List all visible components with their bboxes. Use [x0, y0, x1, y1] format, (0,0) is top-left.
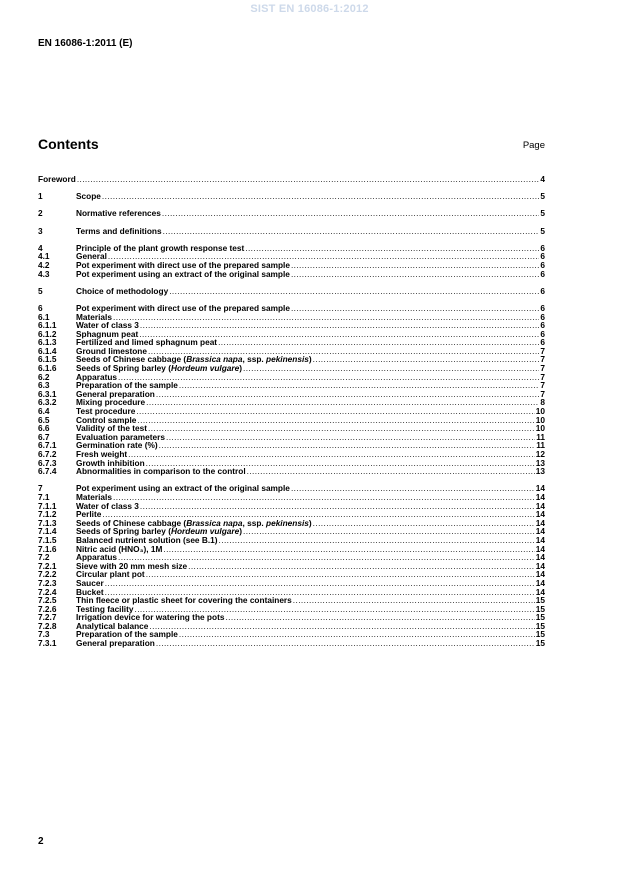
toc-entry-title: Materials — [76, 491, 112, 502]
toc-entry-number: 6.7 — [38, 431, 50, 442]
toc-entry-title: Water of class 3 — [76, 500, 139, 511]
toc-entry-title: General preparation — [76, 638, 155, 649]
toc-entry-page: 4 — [540, 174, 545, 184]
toc-dot-leader — [245, 244, 539, 253]
toc-entry-number: 5 — [38, 285, 43, 296]
toc-dot-leader — [105, 579, 535, 588]
toc-entry-number: 4.3 — [38, 268, 50, 279]
toc-dot-leader — [156, 390, 540, 399]
toc-entry-title: Ground limestone — [76, 345, 147, 356]
toc-entry-number: 7.1.2 — [38, 509, 57, 520]
toc-entry-page: 15 — [535, 603, 545, 614]
toc-entry-page: 7 — [540, 371, 545, 382]
toc-entry-title: Preparation of the sample — [76, 380, 178, 391]
toc-entry-page: 5 — [540, 208, 545, 219]
toc-entry-number: 2 — [38, 208, 43, 219]
toc-entry-number: 6.6 — [38, 423, 50, 434]
toc-entry-number: 6.1.6 — [38, 363, 57, 374]
toc-entry-number: 6.1.5 — [38, 354, 57, 365]
toc-entry-title: Testing facility — [76, 603, 134, 614]
toc-dot-leader — [179, 381, 539, 390]
toc-entry-page: 6 — [540, 259, 545, 270]
toc-entry[interactable] — [38, 502, 545, 511]
toc-dot-leader — [113, 313, 539, 322]
toc-entry-page: 14 — [535, 586, 545, 597]
toc-entry[interactable] — [38, 175, 545, 184]
toc-entry-title: Materials — [76, 311, 112, 322]
toc-entry-page: 8 — [540, 397, 545, 408]
toc-entry-page: 14 — [535, 500, 545, 511]
toc-entry-number: 7.2.7 — [38, 612, 57, 623]
toc-dot-leader — [156, 639, 535, 648]
toc-entry-title: Nitric acid (HNO₃), 1M — [76, 543, 163, 554]
page-number: 2 — [38, 836, 44, 847]
toc-entry-title: Choice of methodology — [76, 285, 169, 296]
toc-entry-page: 13 — [535, 457, 545, 468]
toc-entry[interactable] — [38, 192, 545, 201]
toc-dot-leader — [169, 287, 539, 296]
toc-dot-leader — [225, 613, 534, 622]
toc-entry-title: Terms and definitions — [76, 225, 162, 236]
toc-entry-page: 7 — [540, 345, 545, 356]
toc-entry-page: 11 — [536, 440, 545, 451]
table-of-contents — [38, 175, 545, 648]
toc-entry-title: Pot experiment with direct use of the prepared sample — [76, 302, 290, 313]
toc-entry-page: 14 — [535, 517, 545, 528]
toc-dot-leader — [77, 175, 540, 184]
toc-entry-number: 6.7.2 — [38, 449, 57, 459]
toc-dot-leader — [313, 355, 540, 364]
toc-entry-number: 7.1.4 — [38, 526, 57, 537]
toc-dot-leader — [146, 570, 535, 579]
toc-dot-leader — [188, 562, 535, 571]
toc-entry-number: 6.7.1 — [38, 440, 57, 451]
toc-entry-number: 7.2.3 — [38, 577, 57, 588]
toc-entry-number: 6.4 — [38, 406, 50, 417]
toc-entry-page: 14 — [535, 526, 545, 537]
toc-entry-number: 3 — [38, 225, 43, 236]
toc-entry-title: Bucket — [76, 586, 104, 597]
toc-entry[interactable] — [38, 484, 545, 493]
toc-entry-title: Test procedure — [76, 406, 136, 417]
toc-entry-number: 7.1.5 — [38, 534, 57, 545]
toc-dot-leader — [291, 484, 535, 493]
toc-dot-leader — [148, 424, 535, 433]
toc-entry-number: 6.1.3 — [38, 337, 57, 348]
toc-entry-title: Fresh weight — [76, 449, 128, 459]
toc-entry-title: Evaluation parameters — [76, 431, 165, 442]
toc-entry-title: Seeds of Chinese cabbage (Brassica napa, ssp. pekinensis) — [76, 354, 312, 365]
toc-entry-title: Saucer — [76, 577, 104, 588]
toc-entry-number: 6.7.3 — [38, 457, 57, 468]
toc-entry-title: Perlite — [76, 509, 102, 520]
toc-dot-leader — [291, 270, 539, 279]
toc-entry-number: 6.3.1 — [38, 388, 57, 399]
toc-entry-number: 7.1.1 — [38, 500, 57, 511]
toc-dot-leader — [159, 441, 536, 450]
document-id: EN 16086-1:2011 (E) — [38, 38, 133, 49]
toc-entry[interactable] — [38, 304, 545, 313]
toc-entry-number: 7.2 — [38, 552, 50, 563]
toc-entry-title: Seeds of Spring barley (Hordeum vulgare) — [76, 363, 242, 374]
toc-entry-title: Germination rate (%) — [76, 440, 158, 451]
toc-entry-number: 7.2.8 — [38, 620, 57, 631]
toc-entry-page: 5 — [540, 225, 545, 236]
toc-entry[interactable] — [38, 244, 545, 253]
toc-entry-page: 14 — [535, 560, 545, 571]
toc-entry-page: 5 — [540, 191, 545, 202]
toc-entry-title: Principle of the plant growth response test — [76, 242, 245, 253]
toc-entry-title: Apparatus — [76, 552, 118, 563]
toc-entry[interactable] — [38, 227, 545, 236]
toc-dot-leader — [163, 545, 534, 554]
toc-entry-number: 6.1.1 — [38, 320, 57, 331]
toc-dot-leader — [140, 502, 535, 511]
toc-dot-leader — [140, 321, 540, 330]
toc-entry-page: 7 — [540, 388, 545, 399]
toc-dot-leader — [291, 261, 539, 270]
toc-entry-number: 7.1.3 — [38, 517, 57, 528]
toc-entry-page: 15 — [535, 620, 545, 631]
toc-entry-page: 14 — [535, 509, 545, 520]
toc-dot-leader — [291, 304, 539, 313]
toc-entry-title: Sphagnum peat — [76, 328, 139, 339]
toc-dot-leader — [137, 416, 534, 425]
toc-entry-page: 15 — [535, 612, 545, 623]
toc-entry-number: 7.3.1 — [38, 638, 57, 649]
toc-dot-leader — [118, 373, 539, 382]
toc-entry-title: Apparatus — [76, 371, 118, 382]
toc-entry-page: 10 — [535, 406, 545, 417]
toc-entry-page: 12 — [535, 449, 545, 459]
toc-entry-page: 6 — [540, 251, 545, 262]
toc-entry-title: General preparation — [76, 388, 155, 399]
toc-dot-leader — [243, 527, 535, 536]
toc-entry-page: 15 — [535, 595, 545, 606]
toc-dot-leader — [166, 433, 535, 442]
toc-dot-leader — [247, 467, 535, 476]
toc-entry-number: 6.1.2 — [38, 328, 57, 339]
toc-entry-page: 6 — [540, 311, 545, 322]
toc-dot-leader — [313, 519, 535, 528]
toc-entry-page: 6 — [540, 302, 545, 313]
toc-entry[interactable] — [38, 467, 545, 476]
toc-entry-title: Mixing procedure — [76, 397, 146, 408]
toc-entry-title: General — [76, 251, 107, 262]
toc-entry-title: Validity of the test — [76, 423, 147, 434]
toc-entry-title: Sieve with 20 mm mesh size — [76, 560, 188, 571]
toc-entry-page: 10 — [535, 423, 545, 434]
toc-entry-page: 6 — [540, 320, 545, 331]
toc-entry-title: Growth inhibition — [76, 457, 145, 468]
toc-entry-page: 10 — [535, 414, 545, 425]
toc-entry-title: Fertilized and limed sphagnum peat — [76, 337, 218, 348]
toc-entry-page: 14 — [535, 483, 545, 494]
toc-entry-title: Irrigation device for watering the pots — [76, 612, 225, 623]
toc-entry-title: Thin fleece or plastic sheet for covering the containers — [76, 595, 292, 606]
toc-entry-number: 7.2.5 — [38, 595, 57, 606]
toc-entry-page: 6 — [540, 328, 545, 339]
toc-entry-number: 7.3 — [38, 629, 50, 640]
toc-entry-title: Foreword — [38, 174, 76, 184]
toc-entry-number: 6 — [38, 302, 43, 313]
toc-entry[interactable] — [38, 270, 545, 279]
toc-dot-leader — [219, 536, 535, 545]
toc-entry-number: 4.1 — [38, 251, 50, 262]
toc-entry-number: 6.3 — [38, 380, 50, 391]
toc-entry-number: 7.2.6 — [38, 603, 57, 614]
toc-entry-page: 11 — [536, 431, 545, 442]
toc-entry[interactable] — [38, 570, 545, 579]
toc-entry-number: 1 — [38, 191, 43, 202]
toc-entry-number: 7.2.1 — [38, 560, 57, 571]
toc-entry-title: Balanced nutrient solution (see B.1) — [76, 534, 218, 545]
toc-entry-title: Pot experiment with direct use of the prepared sample — [76, 259, 290, 270]
toc-entry-title: Pot experiment using an extract of the original sample — [76, 268, 290, 279]
toc-dot-leader — [293, 596, 535, 605]
toc-dot-leader — [102, 192, 539, 201]
toc-entry-number: 7.2.2 — [38, 569, 57, 580]
toc-dot-leader — [243, 364, 539, 373]
toc-entry-page: 6 — [540, 337, 545, 348]
toc-entry-number: 4 — [38, 242, 43, 253]
toc-entry-page: 6 — [540, 242, 545, 253]
page-column-label: Page — [522, 140, 545, 151]
toc-entry-page: 7 — [540, 363, 545, 374]
toc-entry-title: Water of class 3 — [76, 320, 139, 331]
toc-entry-title: Analytical balance — [76, 620, 149, 631]
toc-entry-number: 7.2.4 — [38, 586, 57, 597]
toc-entry-title: Preparation of the sample — [76, 629, 178, 640]
contents-title: Contents — [38, 136, 99, 152]
toc-entry-page: 13 — [535, 466, 545, 477]
toc-dot-leader — [136, 407, 534, 416]
toc-entry-page: 15 — [535, 629, 545, 640]
toc-entry-number: 6.7.4 — [38, 466, 57, 477]
toc-entry-number: 6.3.2 — [38, 397, 57, 408]
toc-entry-number: 7.1.6 — [38, 543, 57, 554]
watermark: SIST EN 16086-1:2012 — [250, 3, 369, 15]
toc-entry-number: 4.2 — [38, 259, 50, 270]
toc-dot-leader — [128, 450, 535, 459]
toc-entry-number: 7 — [38, 483, 43, 494]
toc-dot-leader — [113, 493, 535, 502]
toc-entry-number: 7.1 — [38, 491, 50, 502]
toc-entry[interactable] — [38, 639, 545, 648]
toc-dot-leader — [146, 398, 539, 407]
toc-entry-page: 15 — [535, 638, 545, 649]
toc-dot-leader — [218, 338, 539, 347]
toc-dot-leader — [149, 622, 534, 631]
toc-entry-title: Seeds of Spring barley (Hordeum vulgare) — [76, 526, 242, 537]
toc-entry-page: 14 — [535, 569, 545, 580]
toc-entry-title: Control sample — [76, 414, 137, 425]
toc-entry-page: 14 — [535, 534, 545, 545]
toc-entry-number: 6.2 — [38, 371, 50, 382]
toc-entry-page: 6 — [540, 268, 545, 279]
toc-entry[interactable] — [38, 209, 545, 218]
toc-entry-page: 7 — [540, 354, 545, 365]
toc-entry-number: 6.1 — [38, 311, 50, 322]
toc-entry-title: Circular plant pot — [76, 569, 145, 580]
toc-entry-page: 14 — [535, 552, 545, 563]
toc-dot-leader — [162, 209, 540, 218]
toc-entry-page: 14 — [535, 491, 545, 502]
toc-entry-page: 14 — [535, 577, 545, 588]
toc-entry[interactable] — [38, 287, 545, 296]
toc-entry-page: 7 — [540, 380, 545, 391]
toc-entry-number: 6.5 — [38, 414, 50, 425]
toc-entry-title: Abnormalities in comparison to the control — [76, 466, 246, 477]
toc-entry-title: Normative references — [76, 208, 161, 219]
toc-entry[interactable] — [38, 579, 545, 588]
toc-dot-leader — [179, 630, 535, 639]
toc-dot-leader — [163, 227, 540, 236]
toc-entry-title: Scope — [76, 191, 101, 202]
toc-entry-number: 6.1.4 — [38, 345, 57, 356]
toc-entry-title: Seeds of Chinese cabbage (Brassica napa, ssp. pekinensis) — [76, 517, 312, 528]
toc-entry-page: 6 — [540, 285, 545, 296]
toc-entry-title: Pot experiment using an extract of the original sample — [76, 483, 290, 494]
toc-entry-page: 14 — [535, 543, 545, 554]
